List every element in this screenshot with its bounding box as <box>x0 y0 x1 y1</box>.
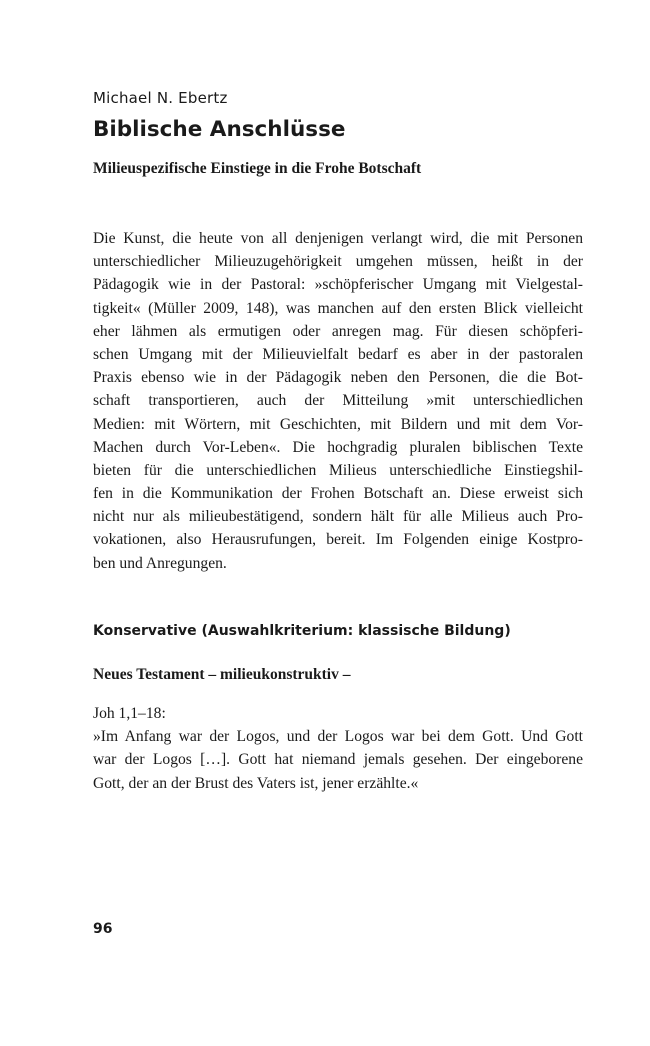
body-line: Die Kunst, die heute von all denjenigen verlangt wird, die mit Personen <box>93 230 583 247</box>
body-line: unterschiedlicher Milieuzugehörigkeit umgehen müssen, heißt in der <box>93 253 583 271</box>
body-line: nicht nur als milieubestätigend, sondern hält für alle Milieus auch Pro- <box>93 508 583 526</box>
quote-line: war der Logos […]. Gott hat niemand jemals gesehen. Der eingeborene <box>93 751 583 769</box>
chapter-title: Biblische Anschlüsse <box>93 117 346 142</box>
author-name: Michael N. Ebertz <box>93 89 228 107</box>
body-line: Machen durch Vor-Leben«. Die hochgradig pluralen biblischen Texte <box>93 438 583 456</box>
body-line: vokationen, also Herausrufungen, bereit. Im Folgenden einige Kostpro- <box>93 531 583 549</box>
body-line: eher lähmen als ermutigen oder anregen mag. Für diesen schöpferi- <box>93 322 583 340</box>
body-line: schen Umgang mit der Milieuvielfalt bedarf es aber in der pastoralen <box>93 345 583 363</box>
section-subheading: Neues Testament – milieukonstruktiv – <box>93 666 351 683</box>
scripture-quote <box>93 702 583 795</box>
quote-line: »Im Anfang war der Logos, und der Logos war bei dem Gott. Und Gott <box>93 728 583 746</box>
body-line: fen in die Kommunikation der Frohen Botschaft an. Diese erweist sich <box>93 485 583 503</box>
chapter-subtitle: Milieuspezifische Einstiege in die Frohe Botschaft <box>93 160 422 177</box>
body-paragraph <box>93 227 583 575</box>
section-heading: Konservative (Auswahlkriterium: klassische Bildung) <box>93 623 511 639</box>
body-line: ben und Anregungen. <box>93 554 227 572</box>
quote-reference: Joh 1,1–18: <box>93 705 166 722</box>
body-line: Praxis ebenso wie in der Pädagogik neben den Personen, die die Bot- <box>93 369 583 387</box>
body-line: Medien: mit Wörtern, mit Geschichten, mit Bildern und mit dem Vor- <box>93 415 583 433</box>
body-line: tigkeit« (Müller 2009, 148), was manchen auf den ersten Blick vielleicht <box>93 299 583 317</box>
body-line: bieten für die unterschiedlichen Milieus unterschiedliche Einstiegshil- <box>93 461 583 479</box>
quote-line: Gott, der an der Brust des Vaters ist, jener erzählte.« <box>93 774 419 792</box>
body-line: schaft transportieren, auch der Mitteilung »mit unterschiedlichen <box>93 392 583 410</box>
body-line: Pädagogik wie in der Pastoral: »schöpferischer Umgang mit Vielgestal- <box>93 276 583 294</box>
page-number: 96 <box>93 921 113 937</box>
